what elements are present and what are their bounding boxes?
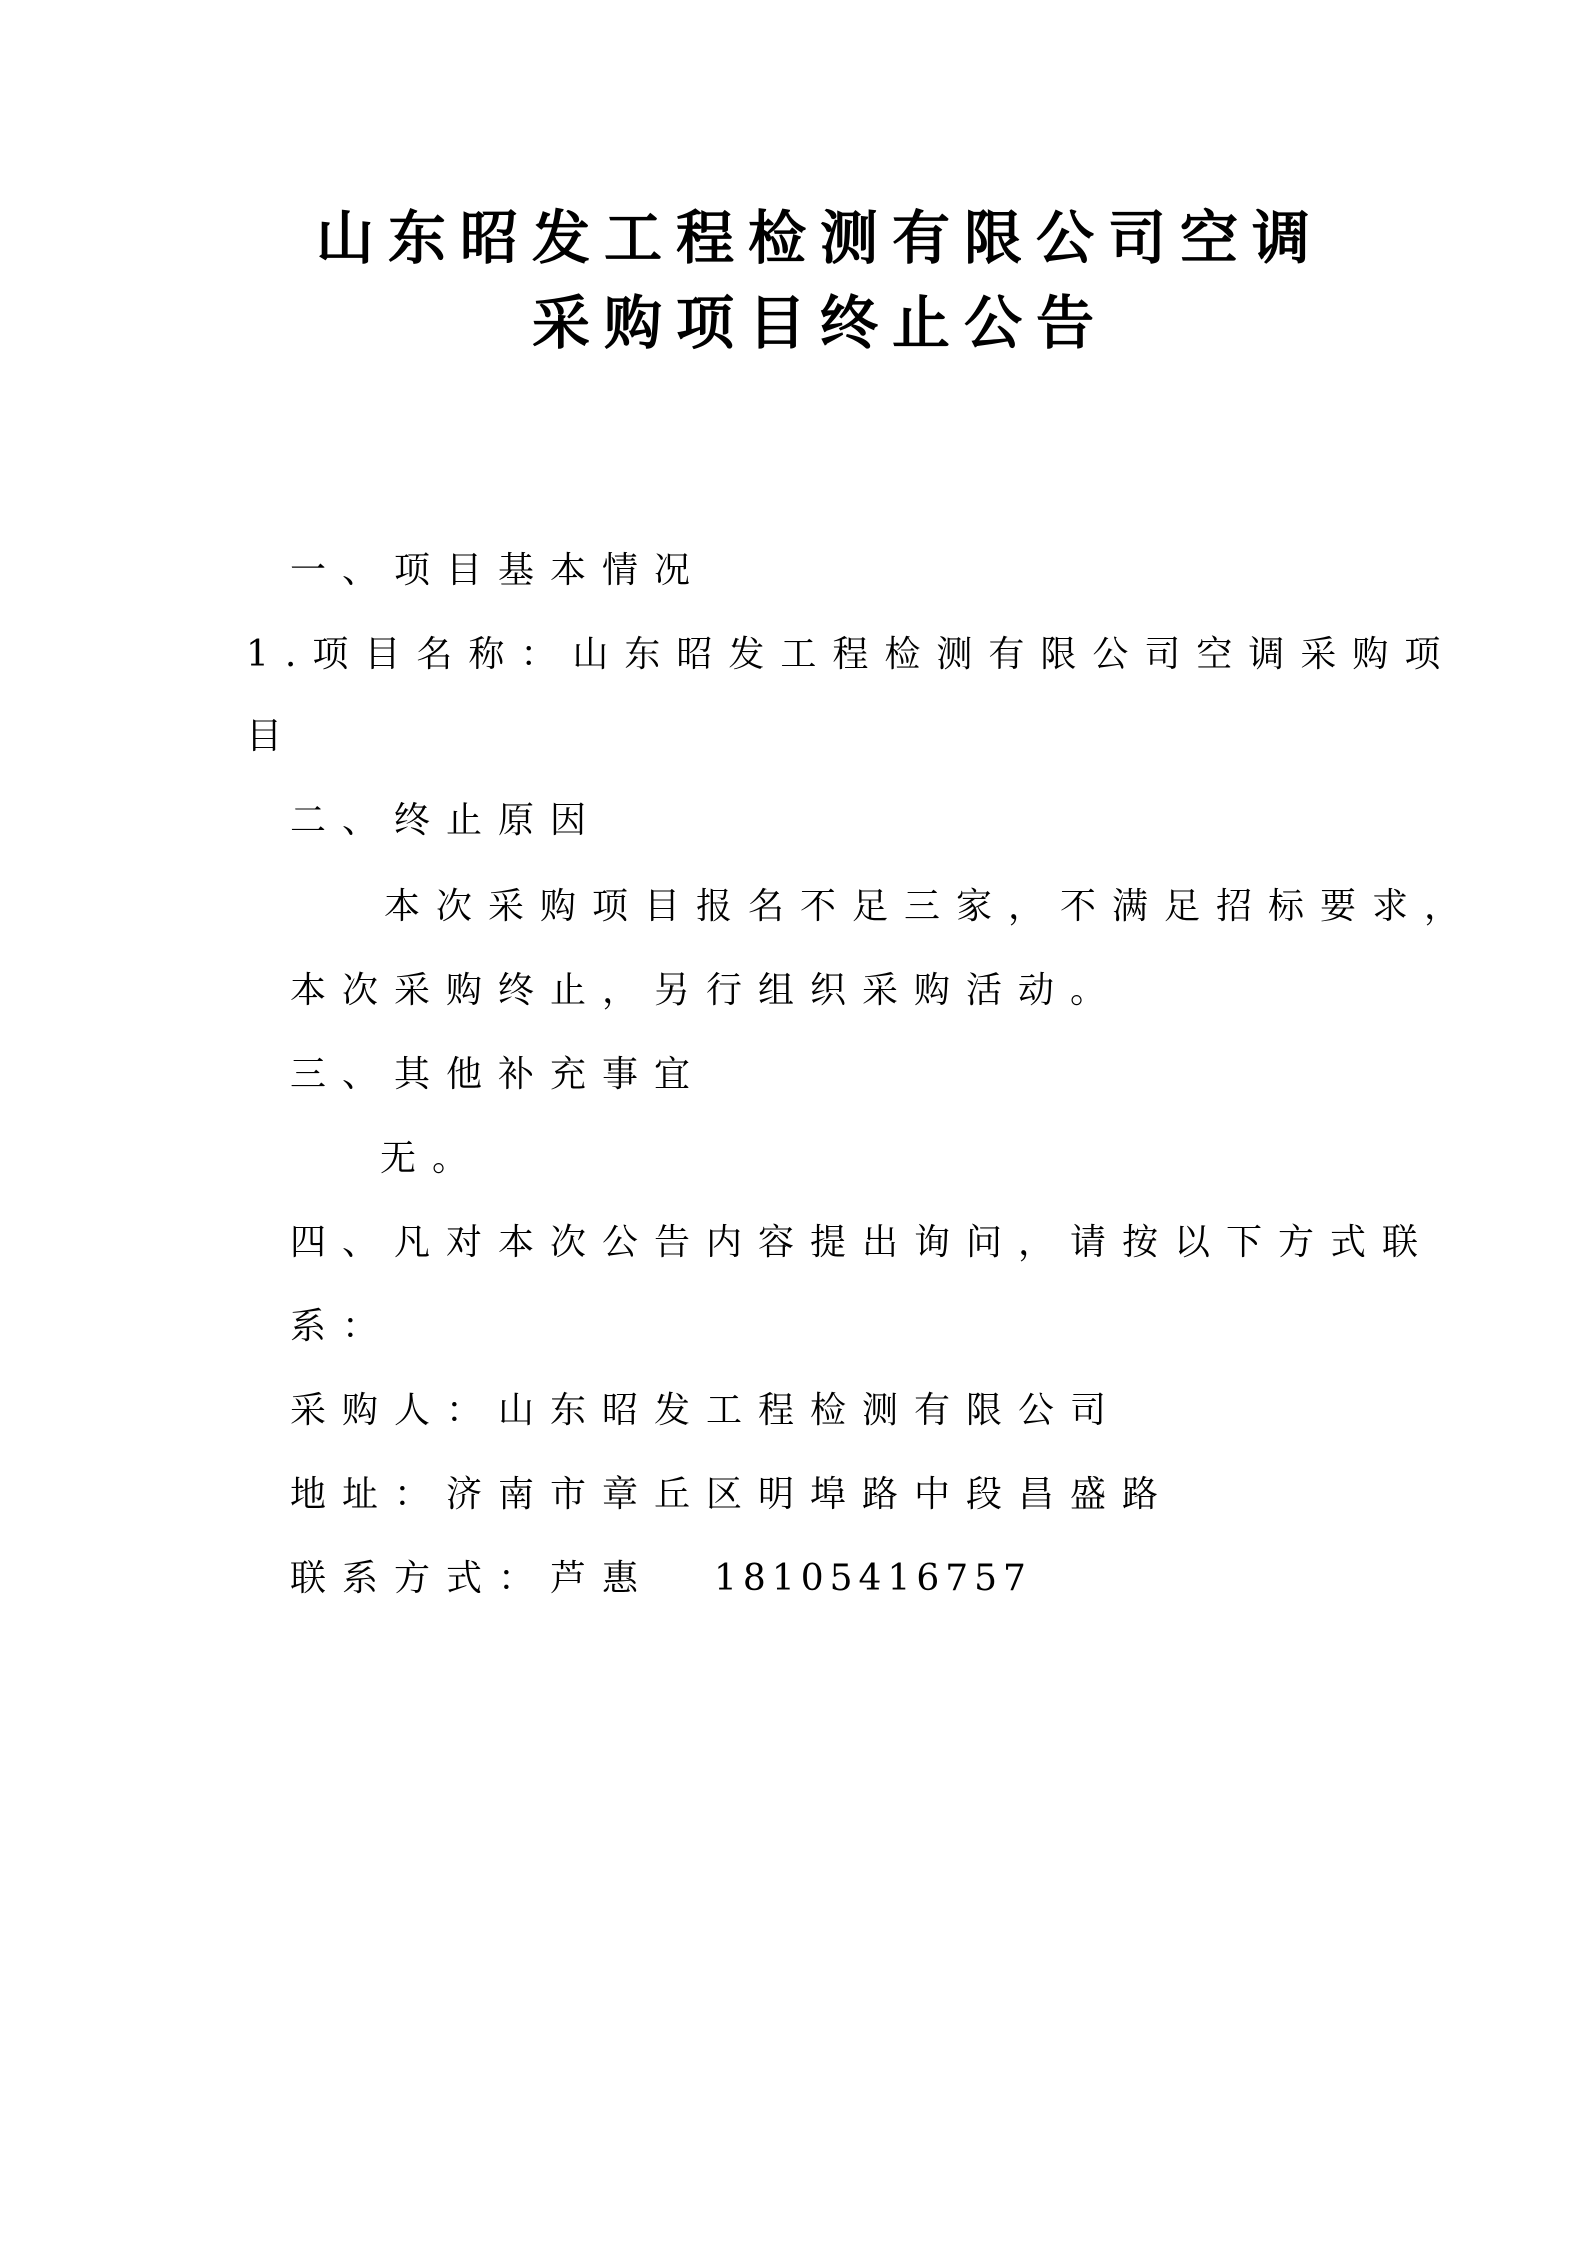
project-name-line2: 目: [246, 716, 299, 757]
contact-line: [290, 1557, 1032, 1601]
section2-heading: 二、终止原因: [290, 800, 603, 841]
reason-line2: 本次采购终止，另行组织采购活动。: [290, 970, 1123, 1011]
address-line: 地址：济南市章丘区明埠路中段昌盛路: [290, 1474, 1175, 1515]
contact-label: 联系方式：芦惠: [290, 1558, 655, 1599]
purchaser-line: 采购人：山东昭发工程检测有限公司: [290, 1390, 1123, 1431]
section4-heading-line1: 四、凡对本次公告内容提出询问，请按以下方式联: [290, 1222, 1435, 1263]
section4-heading-line2: 系：: [290, 1306, 395, 1347]
reason-line1: 本次采购项目报名不足三家，不满足招标要求，: [384, 886, 1477, 927]
supplement-text: 无。: [380, 1138, 485, 1179]
page-title-line2: 采购项目终止公告: [531, 289, 1108, 357]
section3-heading: 三、其他补充事宜: [290, 1054, 707, 1095]
page-title-line1: 山东昭发工程检测有限公司空调: [315, 204, 1324, 272]
contact-phone: 18105416757: [714, 1558, 1032, 1599]
project-name-line1: 1.项目名称：山东昭发工程检测有限公司空调采购项: [246, 634, 1457, 675]
section1-heading: 一、项目基本情况: [290, 550, 707, 591]
